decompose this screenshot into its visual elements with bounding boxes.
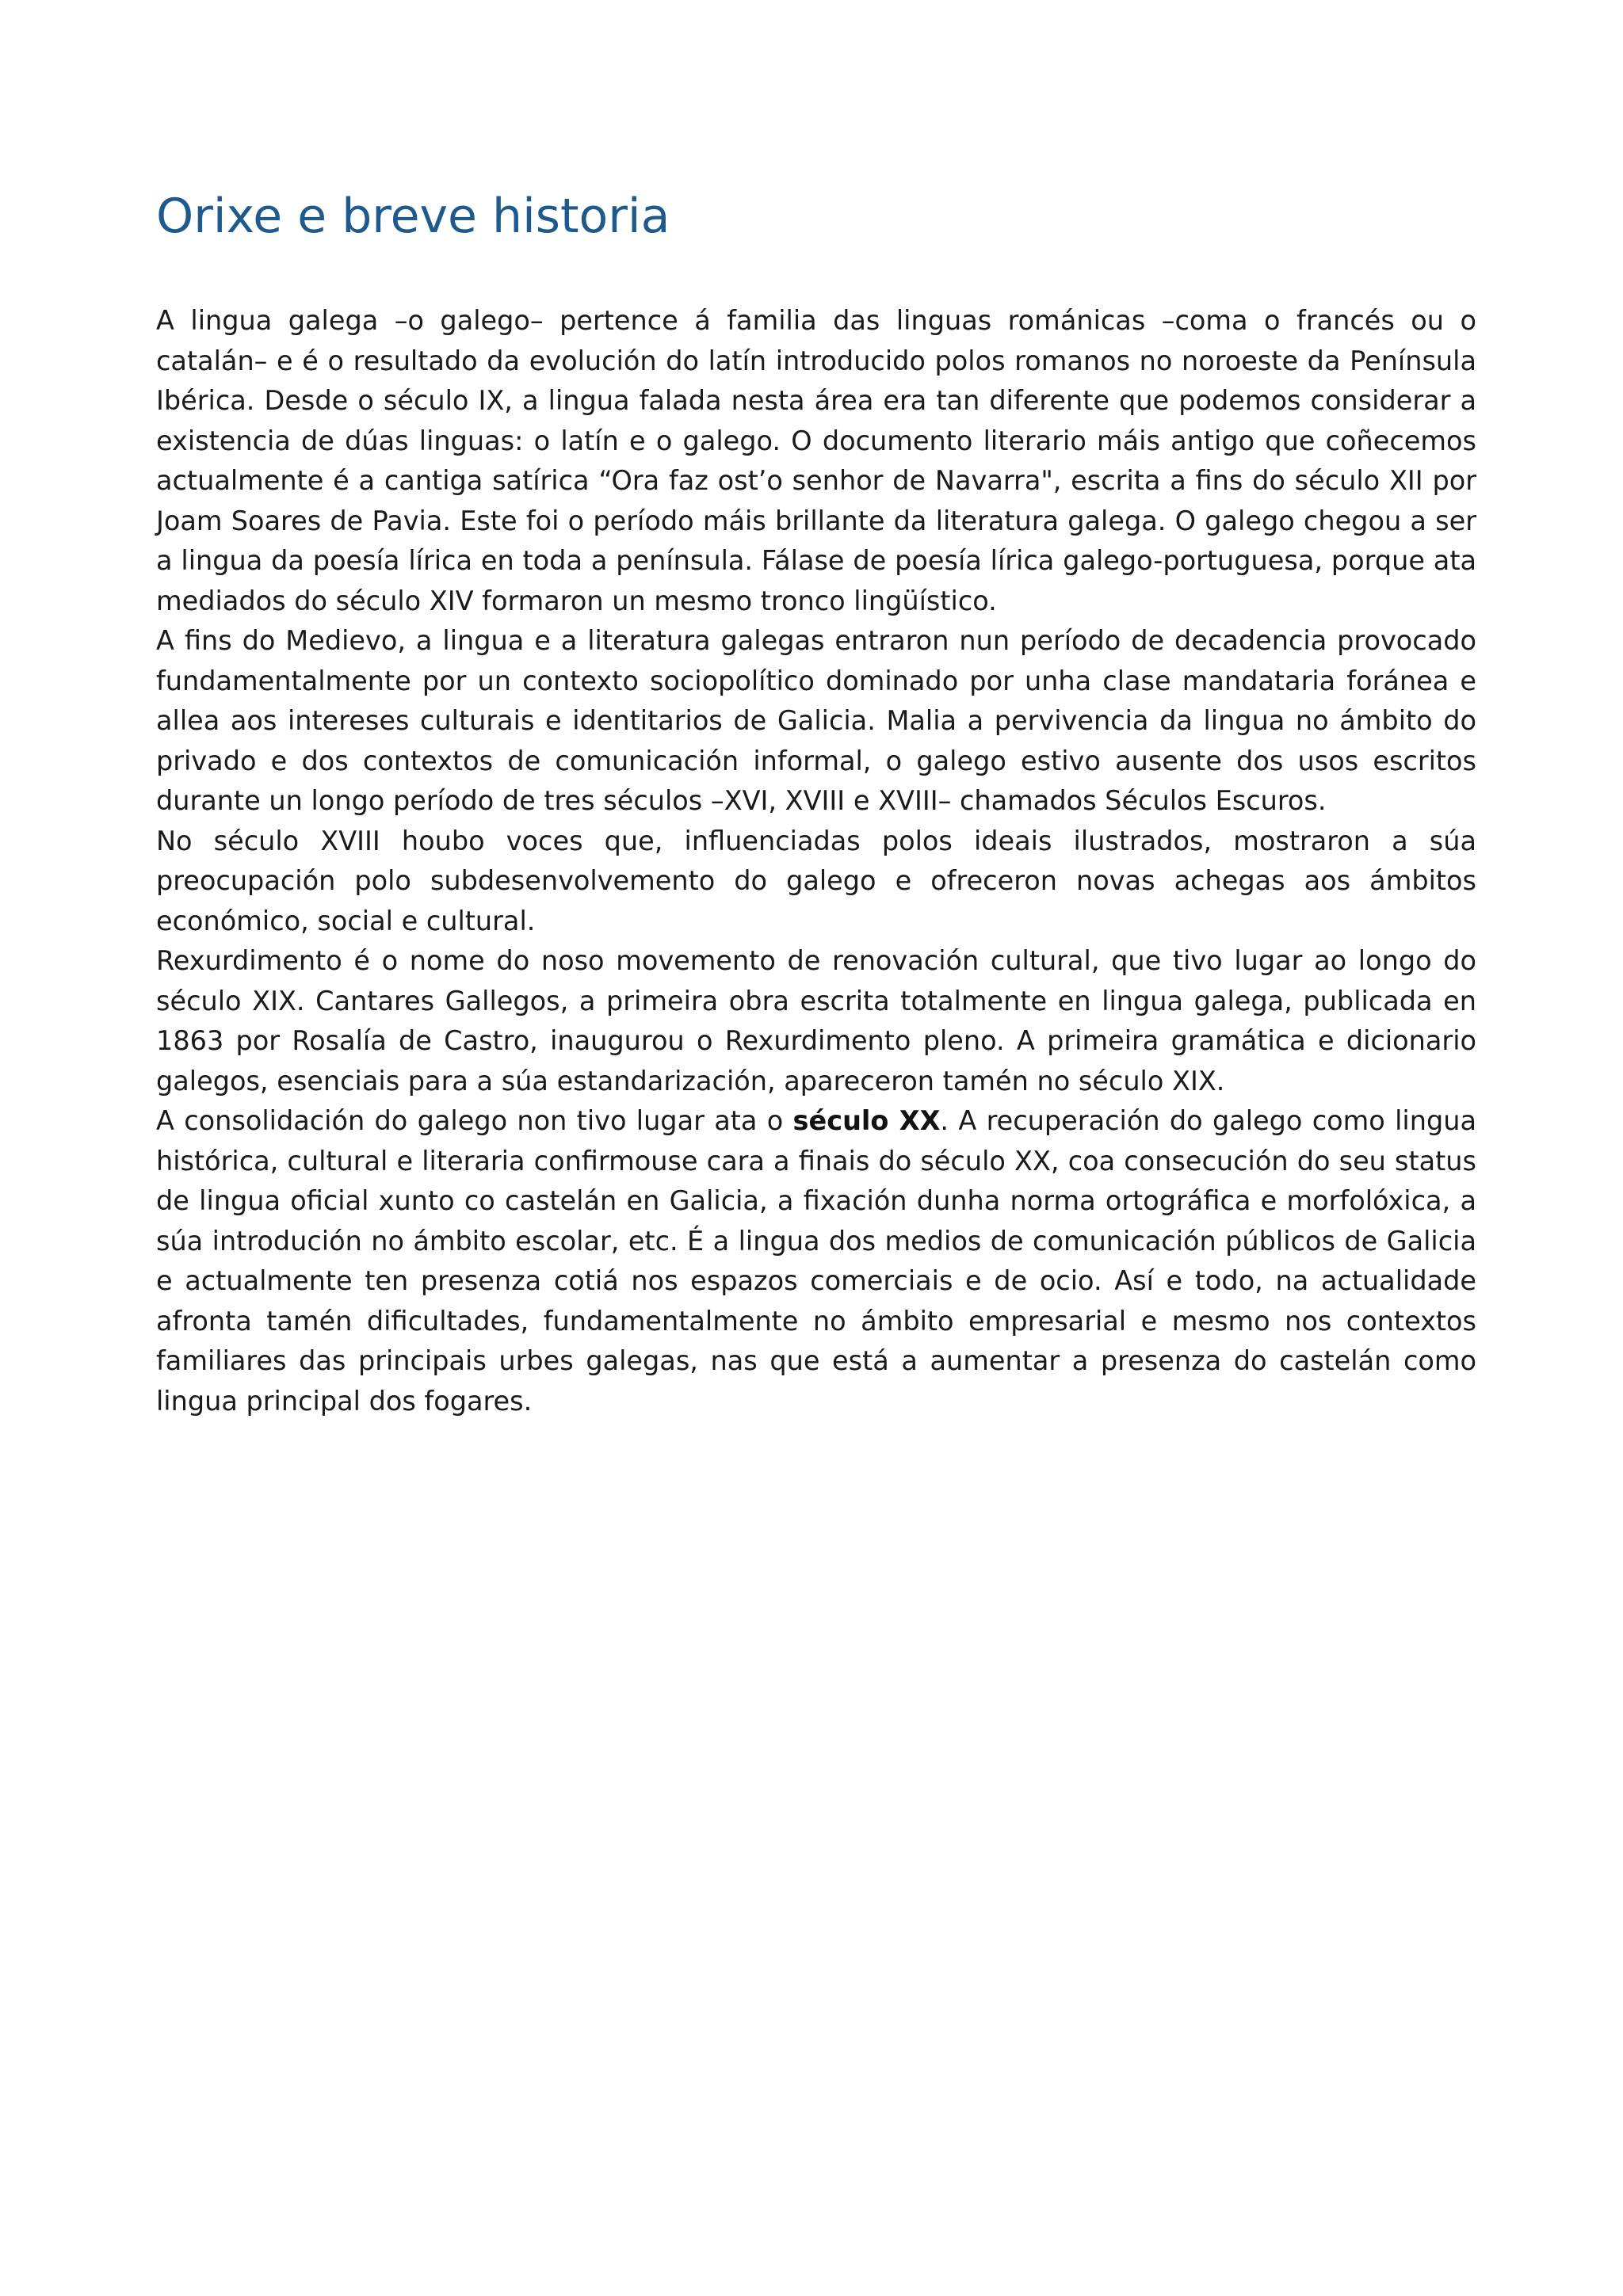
paragraph-consolidation-end: . A recuperación do galego como lingua histórica, cultural e literaria confirmouse cara a finais do século XX, coa consecución do seu status de lingua oficial xunto co castelán en Galicia, a fixación dunha norma ortográfica e morfolóxica, a súa introdución no ámbito escolar, etc. É a lingua dos medios de comunicación públicos de Galicia e actualmente ten presenza cotiá nos espazos comerciais e de ocio. Así e todo, na actualidade afronta tamén dificultades, fundamentalmente no ámbito empresarial e mesmo nos contextos familiares das principais urbes galegas, nas que está a aumentar a presenza do castelán como lingua principal dos fogares. xyxy=(156,1105,1476,1417)
paragraph-rexurdimento: Rexurdimento é o nome do noso movemento de renovación cultural, que tivo lugar ao longo do século XIX. Cantares Gallegos, a primeira obra escrita totalmente en lingua galega, publicada en 1863 por Rosalía de Castro, inaugurou o Rexurdimento pleno. A primeira gramática e dicionario galegos, esenciais para a súa estandarización, apareceron tamén no século XIX. xyxy=(156,945,1476,1097)
paragraph-consolidation-start: A consolidación do galego non tivo lugar ata o xyxy=(156,1105,793,1136)
document-body xyxy=(156,301,1476,1421)
page-title: Orixe e breve historia xyxy=(156,189,670,244)
paragraph-origin: A lingua galega –o galego– pertence á familia das linguas románicas –coma o francés ou o catalán– e é o resultado da evolución do latín introducido polos romanos no noroeste da Península Ibérica. Desde o século IX, a lingua falada nesta área era tan diferente que podemos considerar a existencia de dúas linguas: o latín e o galego. O documento literario máis antigo que coñecemos actualmente é a cantiga satírica “Ora faz ost’o senhor de Navarra", escrita a fins do século XII por Joam Soares de Pavia. Este foi o período máis brillante da literatura galega. O galego chegou a ser a lingua da poesía lírica en toda a península. Fálase de poesía lírica galego-portuguesa, porque ata mediados do século XIV formaron un mesmo tronco lingüístico. xyxy=(156,305,1476,616)
paragraph-decline: A fins do Medievo, a lingua e a literatura galegas entraron nun período de decadencia provocado fundamentalmente por un contexto sociopolítico dominado por unha clase mandataria foránea e allea aos intereses culturais e identitarios de Galicia. Malia a pervivencia da lingua no ámbito do privado e dos contextos de comunicación informal, o galego estivo ausente dos usos escritos durante un longo período de tres séculos –XVI, XVIII e XVIII– chamados Séculos Escuros. xyxy=(156,625,1476,816)
bold-term-seculo-xx: século XX xyxy=(792,1105,941,1136)
paragraph-eighteenth-century: No século XVIII houbo voces que, influenciadas polos ideais ilustrados, mostraron a súa preocupación polo subdesenvolvemento do galego e ofreceron novas achegas aos ámbitos económico, social e cultural. xyxy=(156,825,1476,936)
paragraph-consolidation xyxy=(156,1101,1476,1421)
